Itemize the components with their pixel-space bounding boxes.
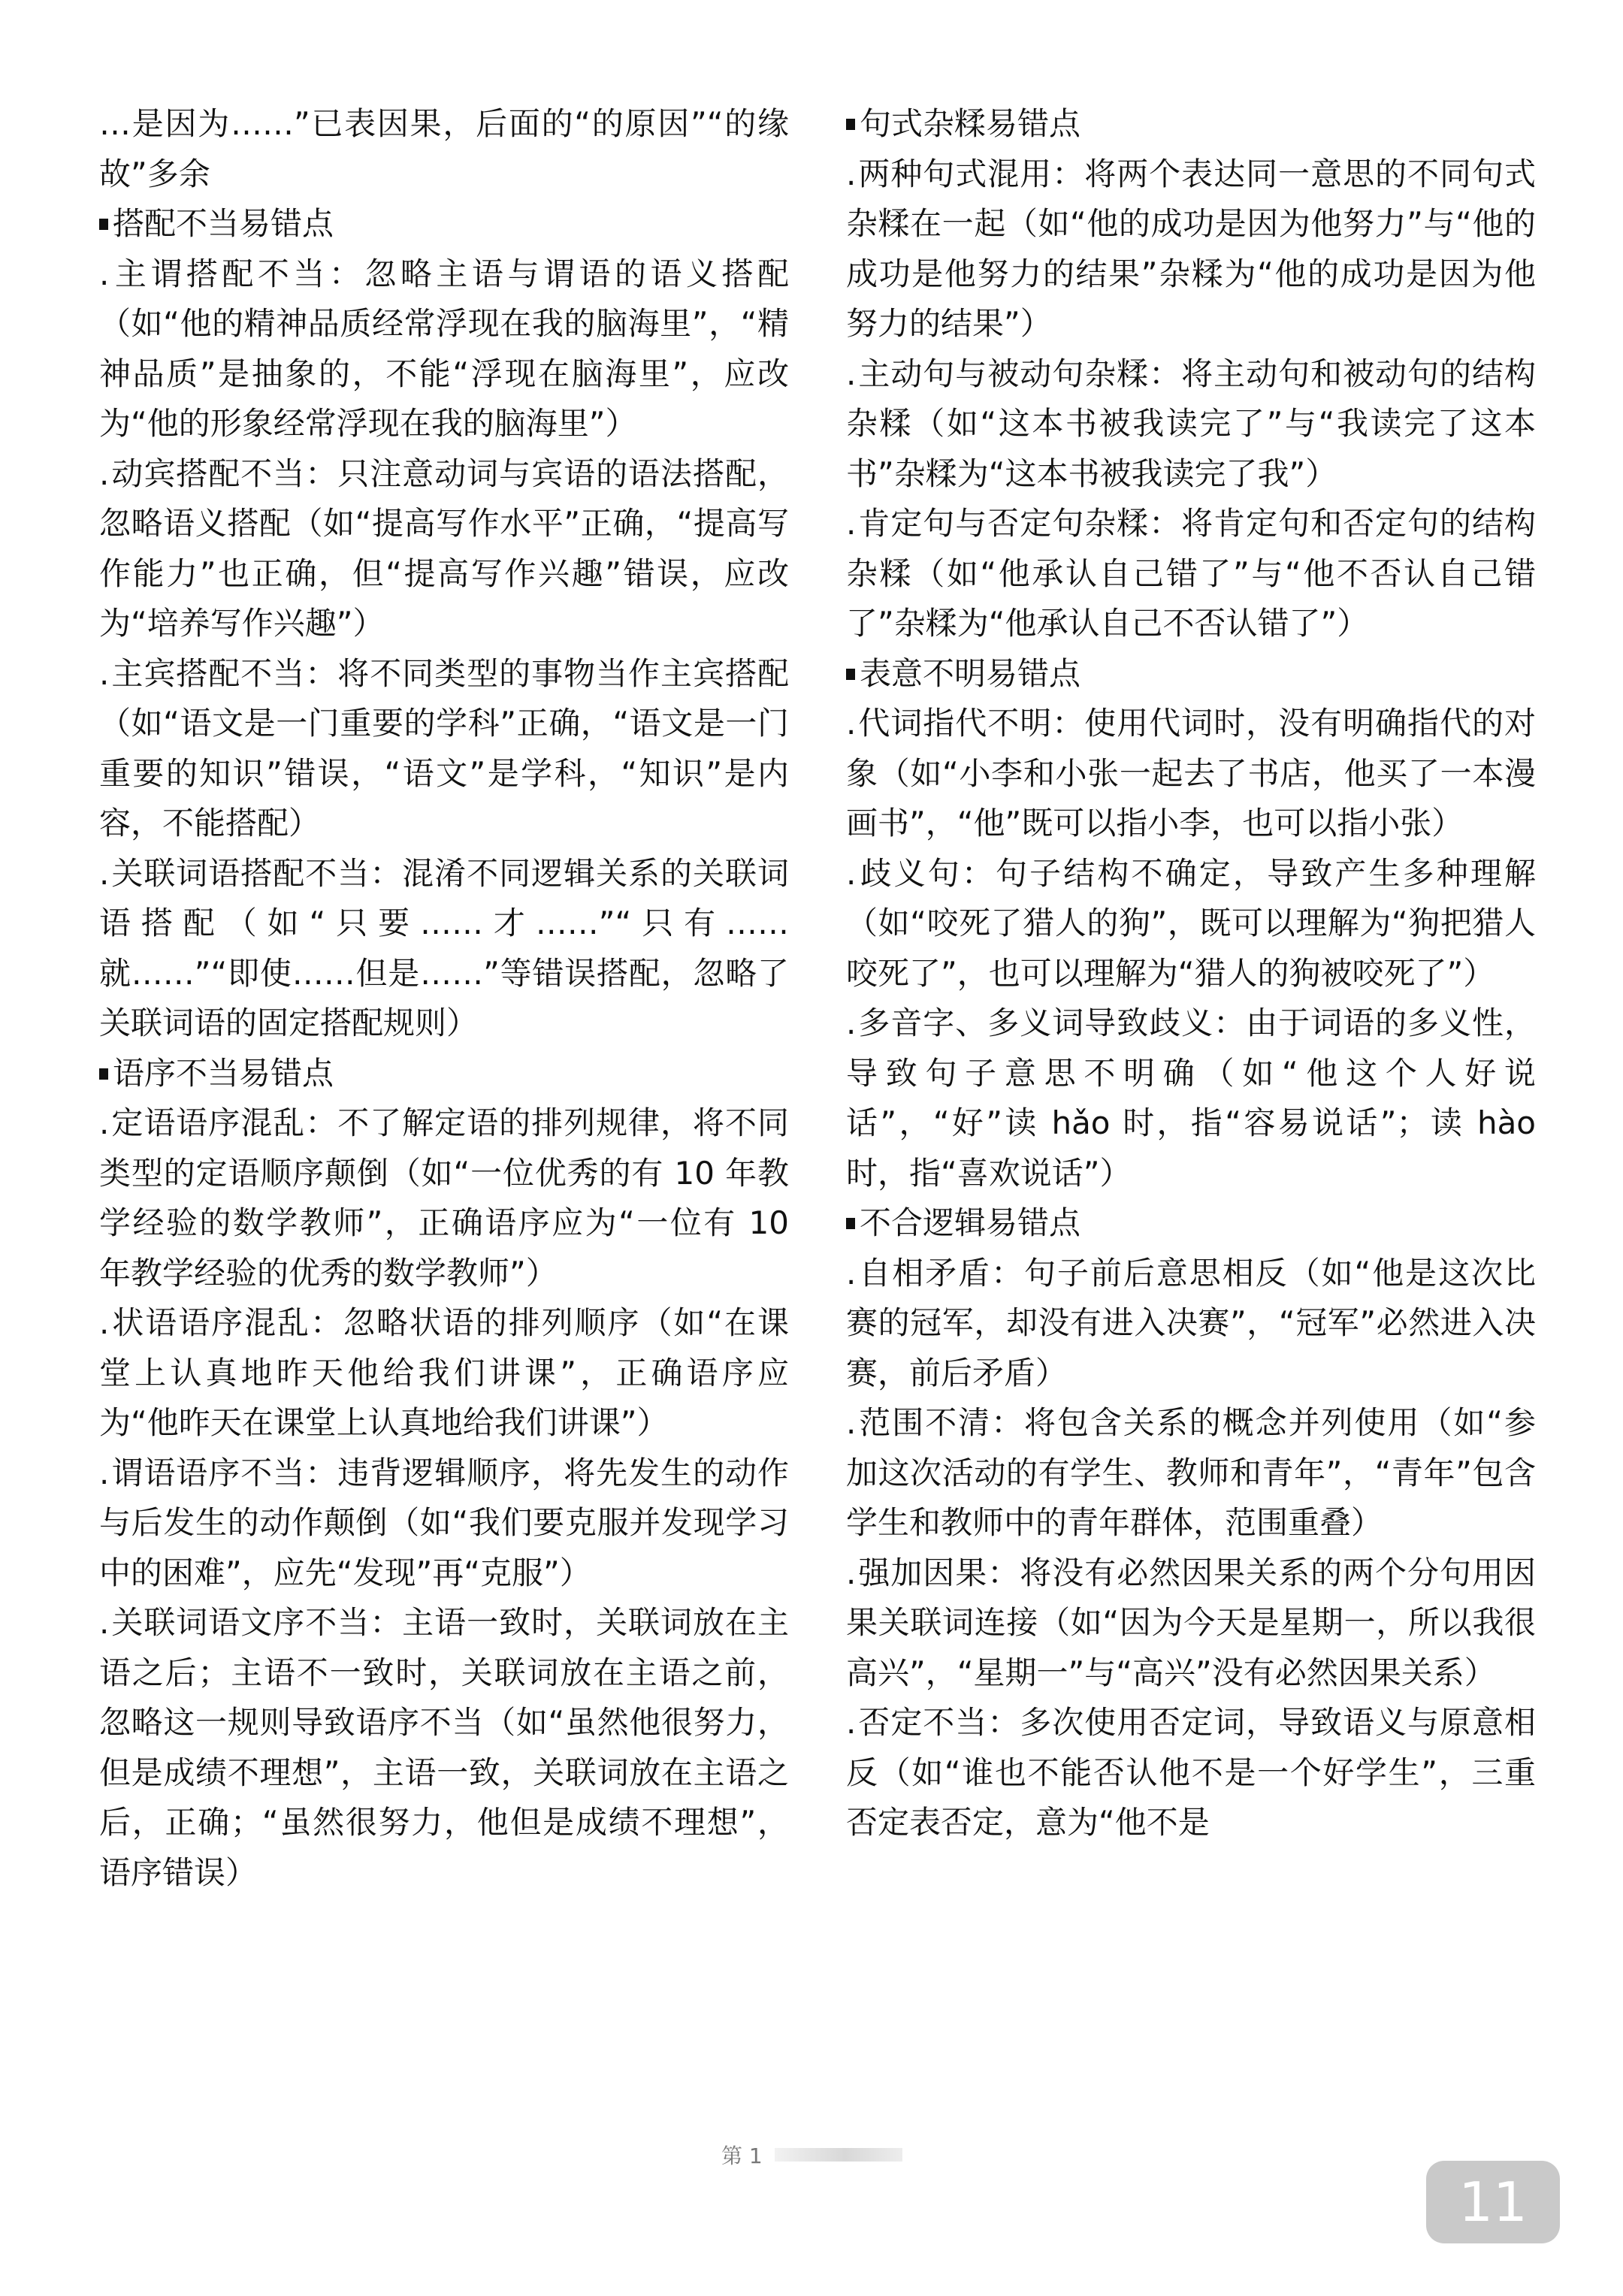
item-conjunction-order: . 关联词语文序不当：主语一致时，关联词放在主语之后；主语不一致时，关联词放在主语之前，忽略这一规则导致语序不当（如“虽然他很努力，但是成绩不理想”，主语一致，关联词放在主语之后，正确；“虽然很努力，他但是成绩不理想”，语序错误） bbox=[99, 1598, 789, 1898]
item-two-structures: . 两种句式混用：将两个表达同一意思的不同句式杂糅在一起（如“他的成功是因为他努力”与“他的成功是他努力的结果”杂糅为“他的成功是因为他努力的结果”） bbox=[846, 150, 1536, 349]
section-heading-ambiguity: 表意不明易错点 bbox=[846, 649, 1536, 699]
footer-bar bbox=[775, 2148, 902, 2162]
left-column bbox=[99, 99, 789, 1898]
right-column bbox=[846, 99, 1536, 1848]
left-paragraph-1: …是因为……”已表因果，后面的“的原因”“的缘故”多余 bbox=[99, 105, 789, 192]
page-number-badge: 11 bbox=[1426, 2161, 1560, 2243]
item-negation-misuse: . 否定不当：多次使用否定词，导致语义与原意相反（如“谁也不能否认他不是一个好学生”，三重否定表否定，意为“他不是 bbox=[846, 1698, 1536, 1848]
item-forced-causality: . 强加因果：将没有必然因果关系的两个分句用因果关联词连接（如“因为今天是星期一，所以我很高兴”，“星期一”与“高兴”没有必然因果关系） bbox=[846, 1548, 1536, 1699]
item-conjunction-collocation: . 关联词语搭配不当：混淆不同逻辑关系的关联词语搭配（如“只要……才……”“只有……就……”“即使……但是……”等错误搭配，忽略了关联词语的固定搭配规则） bbox=[99, 849, 789, 1049]
item-subject-predicate: . 主谓搭配不当：忽略主语与谓语的语义搭配（如“他的精神品质经常浮现在我的脑海里”，“精神品质”是抽象的，不能“浮现在脑海里”，应改为“他的形象经常浮现在我的脑海里”） bbox=[99, 249, 789, 449]
item-affirmative-negative: . 肯定句与否定句杂糅：将肯定句和否定句的结构杂糅（如“他承认自己错了”与“他不否认自己错了”杂糅为“他承认自己不否认错了”） bbox=[846, 499, 1536, 649]
page-label: 第 1 bbox=[721, 2143, 763, 2168]
section-heading-mixed-structure: 句式杂糅易错点 bbox=[846, 99, 1536, 150]
item-self-contradiction: . 自相矛盾：句子前后意思相反（如“他是这次比赛的冠军，却没有进入决赛”，“冠军”必然进入决赛，前后矛盾） bbox=[846, 1249, 1536, 1399]
section-heading-word-order: 语序不当易错点 bbox=[99, 1049, 789, 1099]
item-subject-object: . 主宾搭配不当：将不同类型的事物当作主宾搭配（如“语文是一门重要的学科”正确，“语文是一门重要的知识”错误，“语文”是学科，“知识”是内容，不能搭配） bbox=[99, 649, 789, 849]
page-footer bbox=[721, 2140, 902, 2170]
item-scope-unclear: . 范围不清：将包含关系的概念并列使用（如“参加这次活动的有学生、教师和青年”，“青年”包含学生和教师中的青年群体，范围重叠） bbox=[846, 1398, 1536, 1548]
item-polyphone: . 多音字、多义词导致歧义：由于词语的多义性，导致句子意思不明确（如“他这个人好说话”，“好”读 hǎo 时，指“容易说话”；读 hào 时，指“喜欢说话”） bbox=[846, 998, 1536, 1198]
section-heading-illogical: 不合逻辑易错点 bbox=[846, 1198, 1536, 1249]
item-active-passive: . 主动句与被动句杂糅：将主动句和被动句的结构杂糅（如“这本书被我读完了”与“我读完了这本书”杂糅为“这本书被我读完了我”） bbox=[846, 349, 1536, 500]
item-adverbial-order: . 状语语序混乱：忽略状语的排列顺序（如“在课堂上认真地昨天他给我们讲课”，正确语序应为“他昨天在课堂上认真地给我们讲课”） bbox=[99, 1298, 789, 1449]
item-ambiguous-sentence: . 歧义句：句子结构不确定，导致产生多种理解（如“咬死了猎人的狗”，既可以理解为“狗把猎人咬死了”，也可以理解为“猎人的狗被咬死了”） bbox=[846, 849, 1536, 999]
section-heading-collocation: 搭配不当易错点 bbox=[99, 199, 789, 249]
item-attributive-order: . 定语语序混乱：不了解定语的排列规律，将不同类型的定语顺序颠倒（如“一位优秀的有 10 年教学经验的数学教师”，正确语序应为“一位有 10 年教学经验的优秀的数学教师”） bbox=[99, 1098, 789, 1298]
item-verb-object: . 动宾搭配不当：只注意动词与宾语的语法搭配，忽略语义搭配（如“提高写作水平”正确，“提高写作能力”也正确，但“提高写作兴趣”错误，应改为“培养写作兴趣”） bbox=[99, 449, 789, 649]
item-pronoun-reference: . 代词指代不明：使用代词时，没有明确指代的对象（如“小李和小张一起去了书店，他买了一本漫画书”，“他”既可以指小李，也可以指小张） bbox=[846, 699, 1536, 849]
item-predicate-order: . 谓语语序不当：违背逻辑顺序，将先发生的动作与后发生的动作颠倒（如“我们要克服并发现学习中的困难”，应先“发现”再“克服”） bbox=[99, 1449, 789, 1599]
